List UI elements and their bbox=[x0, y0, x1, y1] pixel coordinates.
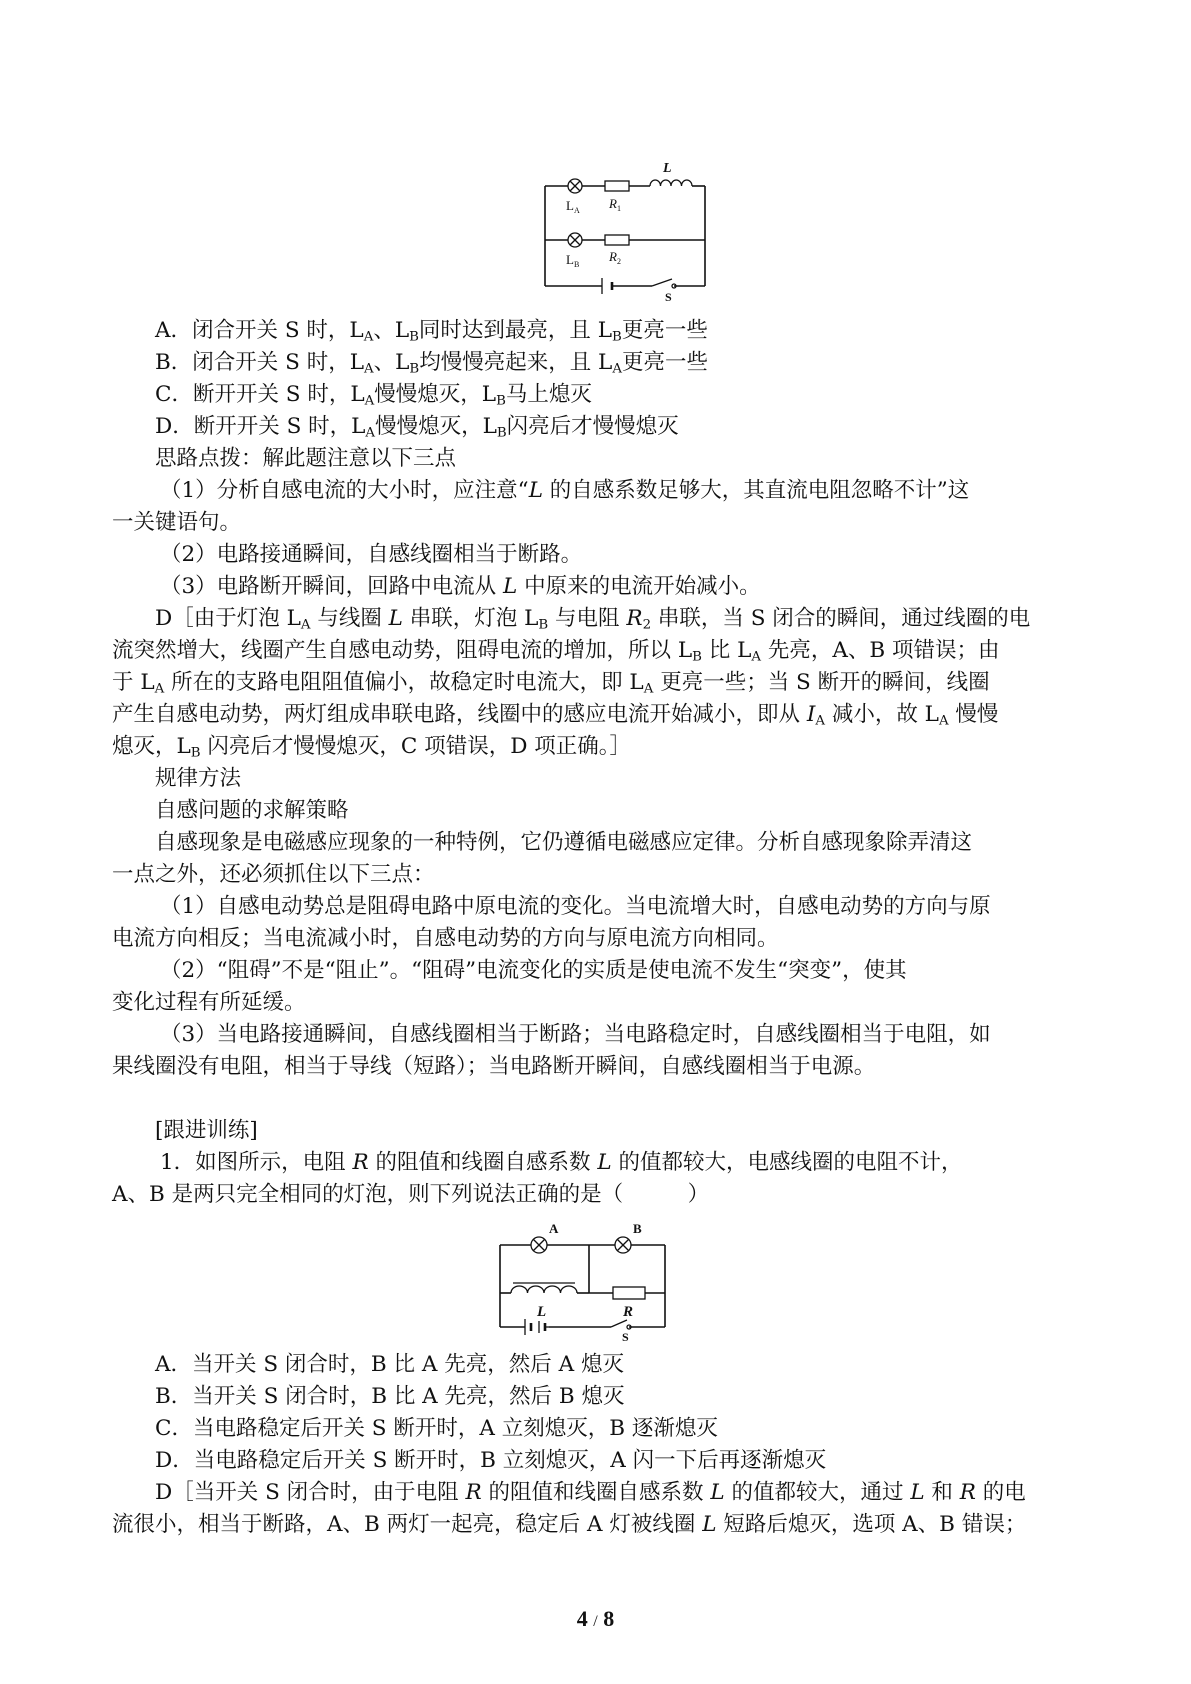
page-number bbox=[0, 1606, 1191, 1632]
option-b: B．闭合开关 S 时，$L_A$、$L_B$均慢慢亮起来，且 $L_A$更亮一些 bbox=[155, 350, 708, 377]
text-line: 流很小，相当于断路，A、B 两灯一起亮，稳定后 A 灯被线圈 L 短路后熄灭，选项 A、B 错误； bbox=[112, 1512, 1027, 1537]
text-line: 熄灭，$L_B$ 闪亮后才慢慢熄灭，C 项错误，D 项正确。］ bbox=[112, 734, 632, 761]
practice-option-b: B．当开关 S 闭合时，B 比 A 先亮，然后 B 熄灭 bbox=[155, 1384, 625, 1409]
text-line: A、B 是两只完全相同的灯泡，则下列说法正确的是（ ） bbox=[112, 1182, 710, 1207]
resistor-r1-symbol bbox=[605, 181, 629, 191]
answer-explanation bbox=[112, 603, 1084, 763]
lamp-la-symbol bbox=[568, 179, 582, 193]
practice-option-d: D．当电路稳定后开关 S 断开时，B 立刻熄灭，A 闪一下后再逐渐熄灭 bbox=[155, 1448, 827, 1473]
hint-block bbox=[112, 475, 1084, 603]
practice-title: [跟进训练] bbox=[155, 1118, 258, 1143]
practice-options bbox=[112, 1349, 1084, 1477]
label-resistor-r: R bbox=[623, 1304, 634, 1320]
lamp-lb-symbol bbox=[568, 233, 582, 247]
text-line: 电流方向相反；当电流减小时，自感电动势的方向与原电流方向相同。 bbox=[112, 926, 779, 951]
label-lamp-lb: $L_B$ bbox=[566, 252, 580, 269]
label-lamp-b: B bbox=[633, 1221, 642, 1236]
text-line: （3）当电路接通瞬间，自感线圈相当于断路；当电路稳定时，自感线圈相当于电阻，如 bbox=[160, 1022, 991, 1047]
circuit-figure-2-wrap bbox=[112, 1211, 1084, 1349]
body-text bbox=[112, 315, 1084, 1541]
figure2-wiring bbox=[500, 1245, 665, 1327]
text-line: D［当开关 S 闭合时，由于电阻 R 的阻值和线圈自感系数 L 的值都较大，通过 L 和 R 的电 bbox=[155, 1480, 1026, 1505]
circuit-figure-2 bbox=[495, 1213, 671, 1344]
text-line: 果线圈没有电阻，相当于导线（短路）；当电路断开瞬间，自感线圈相当于电源。 bbox=[112, 1054, 876, 1079]
label-inductor-l-2: L bbox=[537, 1304, 547, 1320]
lamp-a-symbol bbox=[531, 1237, 547, 1253]
text-line: 流突然增大，线圈产生自感电动势，阻碍电流的增加，所以 $L_B$ 比 $L_A$ 先亮，A、B 项错误；由 bbox=[112, 638, 1000, 665]
practice-answer-explanation bbox=[112, 1477, 1084, 1541]
page-total: 8 bbox=[603, 1606, 615, 1631]
switch-s-symbol-2 bbox=[611, 1320, 631, 1329]
question-options bbox=[112, 315, 1084, 443]
option-c: C．断开开关 S 时，$L_A$慢慢熄灭，$L_B$马上熄灭 bbox=[155, 382, 592, 409]
text-line: （2）电路接通瞬间，自感线圈相当于断路。 bbox=[160, 542, 583, 567]
resistor-r-symbol bbox=[613, 1287, 645, 1299]
page-current: 4 bbox=[576, 1606, 588, 1631]
label-resistor-r2: $R_2$ bbox=[609, 249, 621, 266]
battery-symbol bbox=[602, 278, 612, 294]
label-inductor-l: L bbox=[663, 161, 672, 176]
page-separator: / bbox=[593, 1613, 598, 1630]
text-line: 一点之外，还必须抓住以下三点： bbox=[112, 862, 435, 887]
option-d: D．断开开关 S 时，$L_A$慢慢熄灭，$L_B$闪亮后才慢慢熄灭 bbox=[155, 414, 679, 441]
practice-option-a: A．当开关 S 闭合时，B 比 A 先亮，然后 A 熄灭 bbox=[155, 1352, 624, 1377]
text-line: （1）分析自感电流的大小时，应注意“L 的自感系数足够大，其直流电阻忽略不计”这 bbox=[160, 478, 970, 503]
practice-option-c: C．当电路稳定后开关 S 断开时，A 立刻熄灭，B 逐渐熄灭 bbox=[155, 1416, 718, 1441]
method-title: 规律方法 bbox=[155, 766, 242, 791]
text-line: 1．如图所示，电阻 R 的阻值和线圈自感系数 L 的值都较大，电感线圈的电阻不计， bbox=[160, 1150, 963, 1175]
label-resistor-r1: $R_1$ bbox=[609, 196, 621, 213]
text-line: 产生自感电动势，两灯组成串联电路，线圈中的感应电流开始减小，即从 $I_A$ 减小，故 $L_A$ 慢慢 bbox=[112, 702, 999, 729]
method-subtitle: 自感问题的求解策略 bbox=[155, 798, 349, 823]
method-block bbox=[112, 827, 1084, 1083]
option-a: A．闭合开关 S 时，$L_A$、$L_B$同时达到最亮，且 $L_B$更亮一些 bbox=[155, 318, 708, 345]
text-line: （3）电路断开瞬间，回路中电流从 L 中原来的电流开始减小。 bbox=[160, 574, 761, 599]
switch-s-symbol bbox=[652, 279, 676, 288]
resistor-r2-symbol bbox=[605, 235, 629, 245]
text-line: 变化过程有所延缓。 bbox=[112, 990, 306, 1015]
battery-symbol-2 bbox=[525, 1319, 549, 1335]
text-line: （1）自感电动势总是阻碍电路中原电流的变化。当电流增大时，自感电动势的方向与原 bbox=[160, 894, 991, 919]
spacer bbox=[112, 1083, 1084, 1115]
inductor-l-symbol bbox=[650, 180, 692, 186]
label-switch-s-2: S bbox=[622, 1330, 629, 1344]
label-switch-s: S bbox=[665, 290, 672, 304]
hint-title: 思路点拨：解此题注意以下三点 bbox=[155, 446, 457, 471]
label-lamp-la: $L_A$ bbox=[566, 198, 580, 215]
circuit-figure-1 bbox=[540, 158, 710, 304]
lamp-b-symbol bbox=[615, 1237, 631, 1253]
practice-question-1 bbox=[112, 1147, 1084, 1211]
text-line: 自感现象是电磁感应现象的一种特例，它仍遵循电磁感应定律。分析自感现象除弄清这 bbox=[155, 830, 973, 855]
text-line: D［由于灯泡 $L_A$ 与线圈 L 串联，灯泡 $L_B$ 与电阻 $R_2$ 串联，当 S 闭合的瞬间，通过线圈的电 bbox=[155, 606, 1031, 633]
label-lamp-a: A bbox=[549, 1221, 559, 1236]
text-line: （2）“阻碍”不是“阻止”。“阻碍”电流变化的实质是使电流不发生“突变”，使其 bbox=[160, 958, 907, 983]
inductor-l-symbol-2 bbox=[511, 1283, 577, 1293]
text-line: 一关键语句。 bbox=[112, 510, 242, 535]
text-line: 于 $L_A$ 所在的支路电阻阻值偏小，故稳定时电流大，即 $L_A$ 更亮一些；当 S 断开的瞬间，线圈 bbox=[112, 670, 990, 697]
